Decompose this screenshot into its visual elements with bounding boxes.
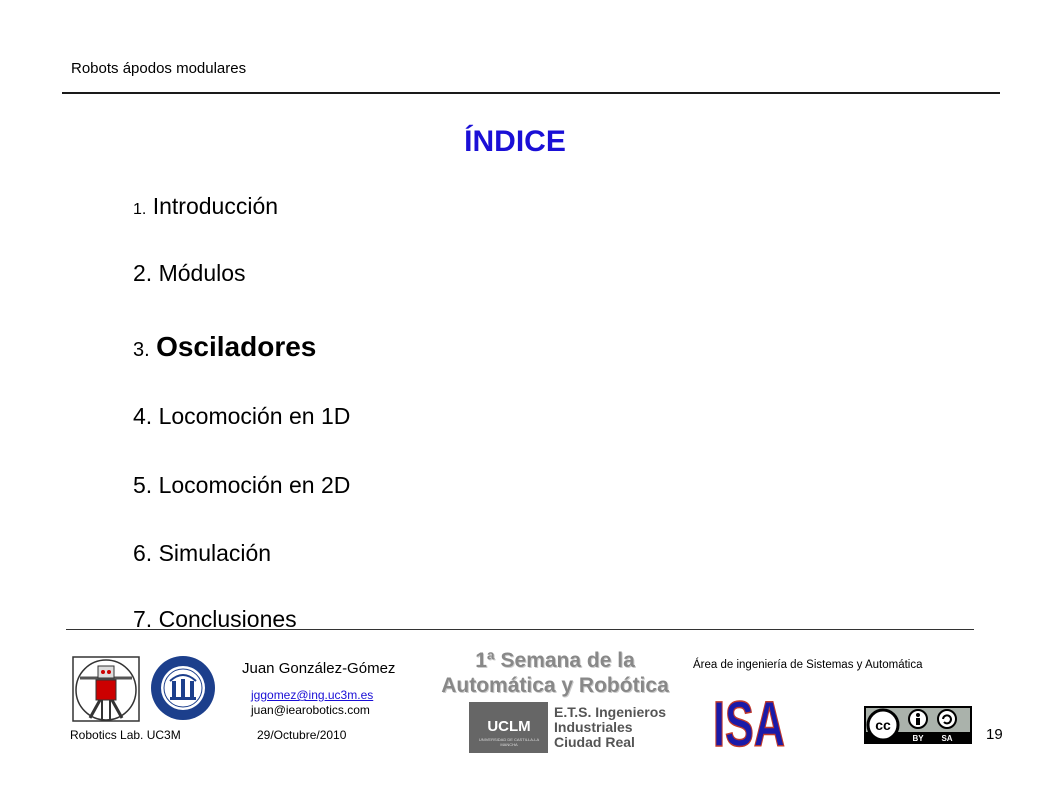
- email-link[interactable]: jggomez@ing.uc3m.es: [251, 688, 374, 702]
- header-divider: [62, 92, 1000, 94]
- index-item-number: 3.: [133, 339, 150, 361]
- index-item-number: 7.: [133, 606, 153, 632]
- author-name: Juan González-Gómez: [242, 660, 396, 677]
- index-item-number: 6.: [133, 540, 153, 566]
- index-item-introduccion: [133, 193, 278, 220]
- index-item-label: Introducción: [152, 193, 279, 219]
- event-title-line1: 1ª Semana de la: [475, 649, 635, 672]
- page-number: 19: [986, 726, 1003, 743]
- index-item-number: 4.: [133, 403, 153, 429]
- event-title-line2: Automática y Robótica: [441, 674, 669, 697]
- index-item-osciladores: [133, 331, 316, 363]
- footer-divider: [66, 629, 974, 630]
- area-label: Área de ingeniería de Sistemas y Automática: [693, 659, 923, 671]
- lab-name: Robotics Lab. UC3M: [70, 728, 181, 742]
- event-title: [440, 648, 670, 698]
- index-item-modulos: [133, 260, 246, 287]
- index-item-label: Osciladores: [156, 331, 317, 362]
- uclm-logo-text: UCLM: [487, 718, 531, 735]
- isa-logo: [712, 684, 786, 760]
- index-item-label: Módulos: [158, 260, 246, 286]
- index-item-simulacion: [133, 540, 271, 567]
- cc-sa-label: SA: [941, 734, 953, 743]
- index-item-label: Locomoción en 2D: [158, 472, 351, 498]
- svg-text:cc: cc: [875, 717, 891, 733]
- index-item-locomocion-1d: [133, 403, 350, 430]
- index-item-number: 2.: [133, 260, 153, 286]
- sa-icon: [938, 710, 956, 728]
- isa-logo-text: ISA: [713, 688, 785, 760]
- vitruvian-robot-logo: [72, 656, 140, 722]
- cc-by-label: BY: [912, 734, 924, 743]
- cc-by-sa-badge: [864, 706, 972, 744]
- index-item-number: 1.: [133, 201, 147, 218]
- slide-title: ÍNDICE: [464, 125, 566, 158]
- uc3m-seal-logo: [150, 655, 216, 721]
- index-item-label: Simulación: [158, 540, 272, 566]
- index-item-label: Conclusiones: [158, 606, 297, 632]
- index-item-locomocion-2d: [133, 472, 350, 499]
- uclm-logo-subtext: UNIVERSIDAD DE CASTILLA-LA MANCHA: [478, 737, 540, 747]
- email-alt: juan@iearobotics.com: [251, 703, 370, 717]
- ets-logo-text: E.T.S. Ingenieros Industriales Ciudad Real: [554, 704, 667, 750]
- index-item-number: 5.: [133, 472, 153, 498]
- header-title: Robots ápodos modulares: [71, 60, 247, 77]
- presentation-date: 29/Octubre/2010: [257, 728, 347, 742]
- index-item-label: Locomoción en 1D: [158, 403, 351, 429]
